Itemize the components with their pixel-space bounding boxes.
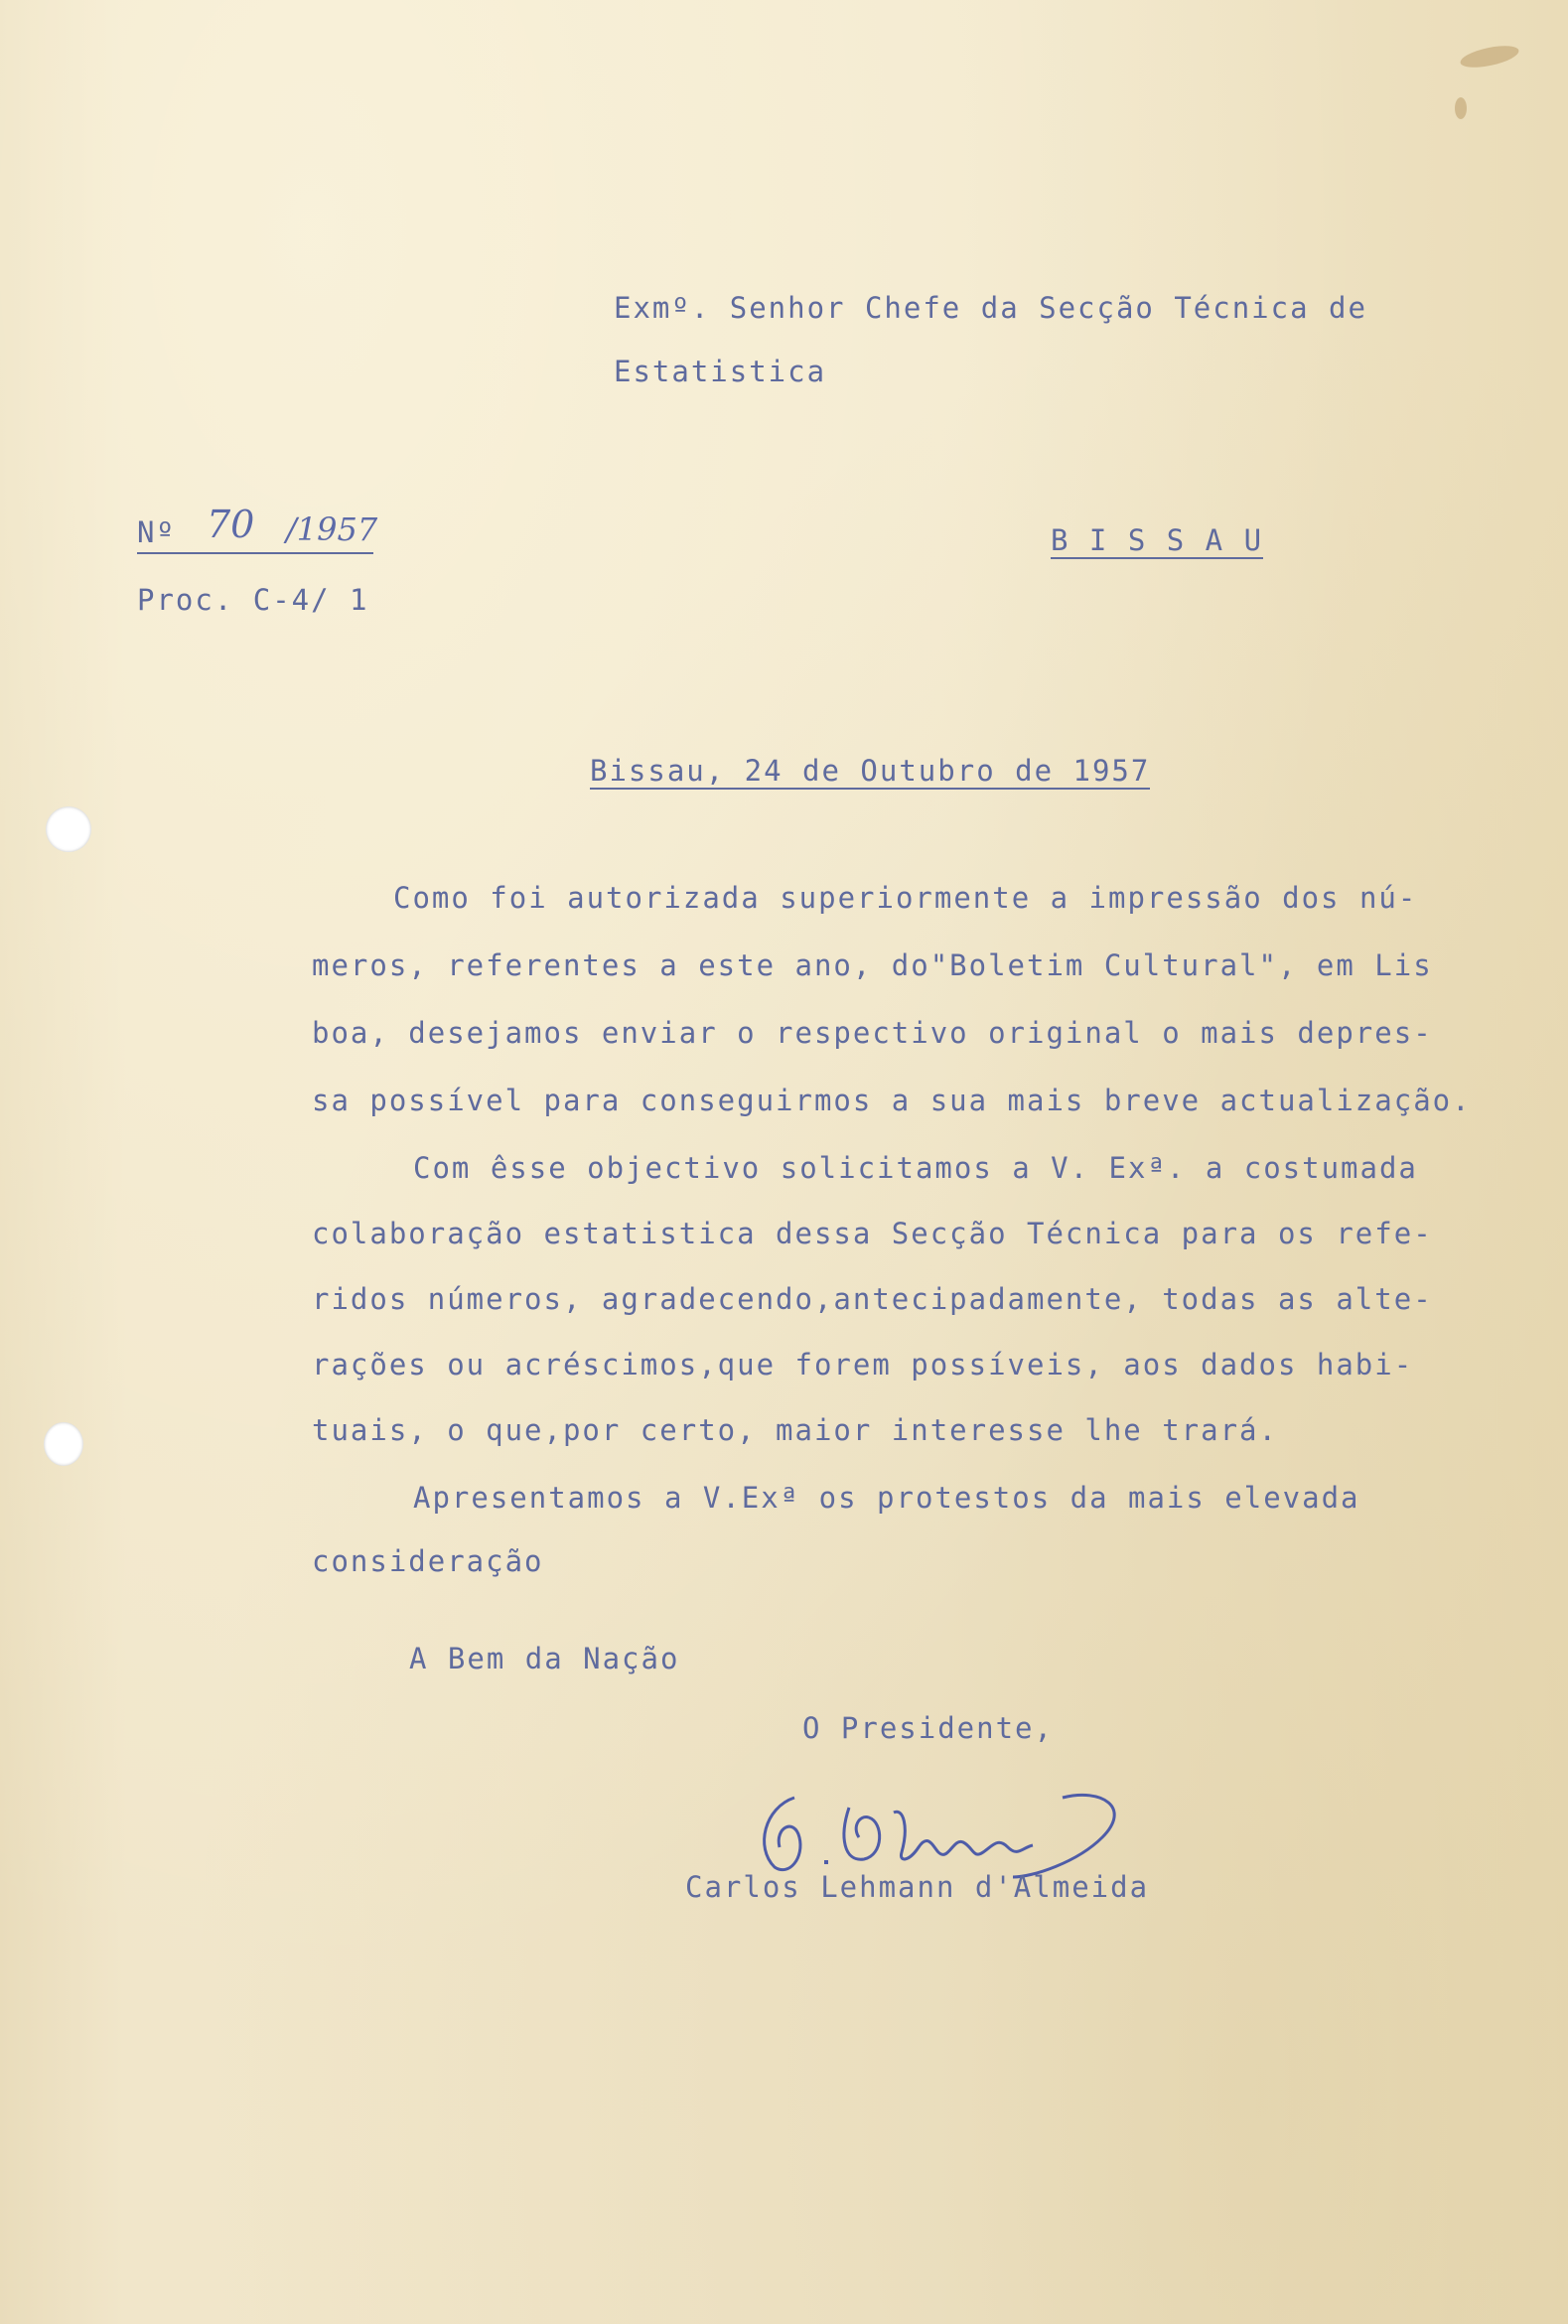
- addressee-line-2: Estatistica: [614, 355, 827, 388]
- reference-year-handwritten: /1957: [286, 510, 378, 548]
- body-line: rações ou acréscimos,que forem possíveis, aos dados habi-: [312, 1348, 1414, 1381]
- salutation: A Bem da Nação: [409, 1642, 680, 1675]
- body-line: sa possível para conseguirmos a sua mais breve actualização.: [312, 1084, 1472, 1117]
- stain-mark: [1455, 97, 1467, 119]
- process-reference: Proc. C-4/ 1: [137, 583, 369, 617]
- reference-number: [137, 503, 378, 554]
- body-line: Como foi autorizada superiormente a impressão dos nú-: [393, 881, 1418, 915]
- body-line: Apresentamos a V.Exª os protestos da mais elevada: [413, 1481, 1360, 1515]
- body-line: tuais, o que,por certo, maior interesse lhe trará.: [312, 1413, 1278, 1447]
- punch-hole-bottom: [44, 1422, 83, 1466]
- signatory-title: O Presidente,: [802, 1711, 1054, 1745]
- reference-prefix: Nº: [137, 515, 176, 549]
- addressee-line-1: Exmº. Senhor Chefe da Secção Técnica de: [614, 291, 1367, 325]
- city-heading: B I S S A U: [1051, 523, 1264, 557]
- date-line: Bissau, 24 de Outubro de 1957: [590, 754, 1151, 788]
- stain-mark: [1459, 42, 1520, 72]
- body-line: colaboração estatistica dessa Secção Técnica para os refe-: [312, 1217, 1433, 1250]
- body-line: ridos números, agradecendo,antecipadamente, todas as alte-: [312, 1282, 1433, 1316]
- body-line: consideração: [312, 1544, 544, 1578]
- punch-hole-top: [46, 806, 91, 852]
- body-line: Com êsse objectivo solicitamos a V. Exª. a costumada: [413, 1151, 1418, 1185]
- body-line: boa, desejamos enviar o respectivo original o mais depres-: [312, 1016, 1433, 1050]
- body-line: meros, referentes a este ano, do"Boletim Cultural", em Lis: [312, 948, 1433, 982]
- reference-number-handwritten: 70: [207, 503, 255, 546]
- signatory-name: Carlos Lehmann d'Almeida: [685, 1870, 1150, 1904]
